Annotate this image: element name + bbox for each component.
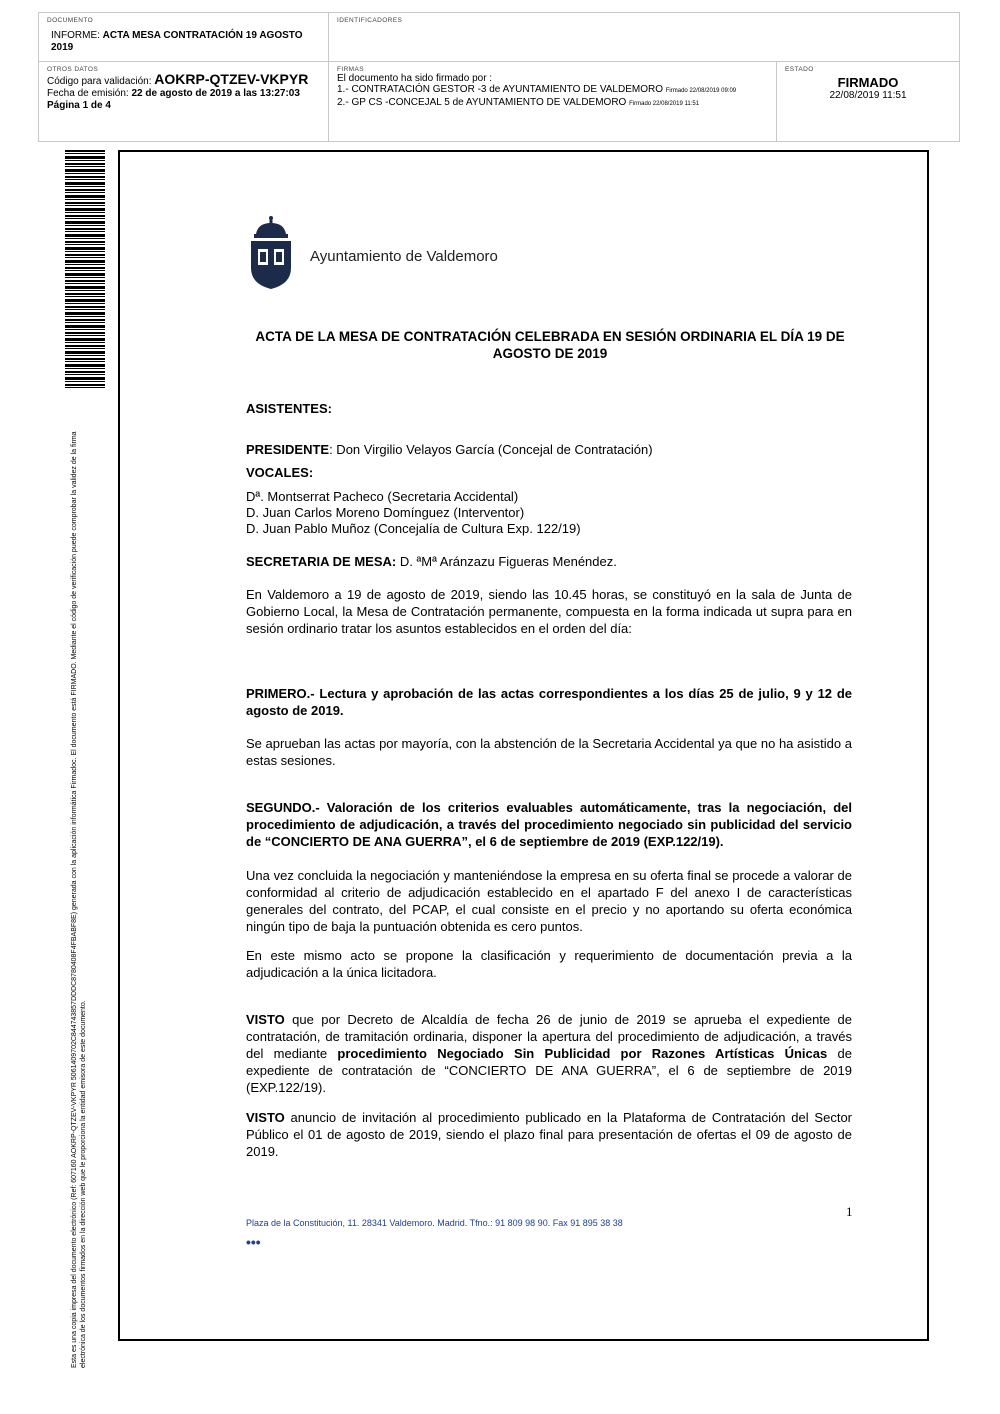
document-page	[118, 150, 929, 1341]
segundo-text-1: Una vez concluida la negociación y manteniéndose la empresa en su oferta final se procede a valorar de conformidad al criterio de adjudicación establecido en el apartado F del anexo I de características generales del contrato, del PCAP, el cual consiste en el precio y no aportando su oferta económica ningún tipo de baja la puntuación obtenida es cero puntos.	[246, 868, 852, 934]
firmas-intro: El documento ha sido firmado por :	[337, 73, 493, 84]
segundo-text-2: En este mismo acto se propone la clasificación y requerimiento de documentación previa a la adjudicación a la única licitadora.	[246, 948, 852, 980]
pagina-count: Página 1 de 4	[47, 100, 111, 111]
secretaria-line: SECRETARIA DE MESA: D. ªMª Aránzazu Figueras Menéndez.	[246, 554, 617, 569]
identificadores-cell	[329, 13, 959, 62]
barcode	[65, 150, 105, 390]
visto-1-paragraph: VISTO que por Decreto de Alcaldía de fecha 26 de junio de 2019 se aprueba el expediente de contratación, de tramitación ordinaria, disponer la apertura del procedimiento de adjudicación, a través del mediante procedimiento Negociado Sin Publicidad por Razones Artísticas Únicas de expediente de contratación de “CONCIERTO DE ANA GUERRA”, el 6 de septiembre de 2019 (EXP.122/19).	[246, 1012, 852, 1095]
estado-date: 22/08/2019 11:51	[829, 90, 907, 101]
otros-datos-cell	[39, 62, 329, 141]
identificadores-label: IDENTIFICADORES	[337, 17, 403, 24]
presidente-line: PRESIDENTE: Don Virgilio Velayos García (Concejal de Contratación)	[246, 442, 653, 457]
documento-label: DOCUMENTO	[47, 17, 94, 24]
estado-label: ESTADO	[785, 66, 814, 73]
fecha-emision: Fecha de emisión: 22 de agosto de 2019 a las 13:27:03	[47, 88, 300, 99]
firmas-label: FIRMAS	[337, 66, 364, 73]
primero-text: Se aprueban las actas por mayoría, con la abstención de la Secretaria Accidental ya que no ha asistido a estas sesiones.	[246, 736, 852, 768]
ayuntamiento-logo-text: Ayuntamiento de Valdemoro	[310, 248, 498, 265]
firmas-cell	[329, 62, 777, 141]
firma-2: 2.- GP CS -CONCEJAL 5 de AYUNTAMIENTO DE VALDEMORO Firmado 22/08/2019 11:51	[337, 97, 700, 108]
footer-dots: •••	[246, 1234, 261, 1250]
estado-value: FIRMADO	[837, 75, 899, 90]
footer-address: Plaza de la Constitución, 11. 28341 Valdemoro. Madrid. Tfno.: 91 809 98 90. Fax 91 895 38 38	[246, 1218, 623, 1228]
visto-2-paragraph: VISTO anuncio de invitación al procedimiento publicado en la Plataforma de Contratación del Sector Público el 01 de agosto de 2019, siendo el plazo final para presentación de ofertas el 09 de agosto de 2019.	[246, 1110, 852, 1159]
page-number: 1	[846, 1204, 853, 1219]
firma-1: 1.- CONTRATACIÓN GESTOR -3 de AYUNTAMIENTO DE VALDEMORO Firmado 22/08/2019 09:09	[337, 84, 737, 95]
asistentes-heading: ASISTENTES:	[246, 401, 332, 416]
segundo-heading: SEGUNDO.- Valoración de los criterios evaluables automáticamente, tras la negociación, del procedimiento de adjudicación, a través del procedimiento negociado sin publicidad del servicio de “CONCIERTO DE ANA GUERRA”, el 6 de septiembre de 2019 (EXP.122/19).	[246, 800, 852, 849]
vocales-heading: VOCALES:	[246, 465, 314, 480]
vocal-1: Dª. Montserrat Pacheco (Secretaria Accidental)	[246, 489, 519, 504]
document-header	[38, 12, 960, 142]
codigo-validacion: Código para validación: AOKRP-QTZEV-VKPYR	[47, 71, 309, 87]
verification-side-text: Esta es una copia impresa del documento electrónico (Ref: 607160 AOKRP-QTZEV-VKPYR 5061409702C844743857DDDC8780408F4FBABF8E) generada con la aplicación informática Firmadoc. El documento está FIRMADO. Mediante el código de verificación puede comprobar la validez de la firma electrónica de los documentos firmados en la dirección web que le proporciona la entidad emisora de este documento.	[71, 431, 87, 1368]
informe-title: INFORME: ACTA MESA CONTRATACIÓN 19 AGOSTO 2019	[51, 30, 303, 53]
vocal-3: D. Juan Pablo Muñoz (Concejalía de Cultura Exp. 122/19)	[246, 521, 581, 536]
primero-heading: PRIMERO.- Lectura y aprobación de las actas correspondientes a los días 25 de julio, 9 y 12 de agosto de 2019.	[246, 686, 852, 718]
otros-datos-label: OTROS DATOS	[47, 66, 99, 73]
valdemoro-coat-of-arms-icon	[248, 214, 294, 290]
documento-cell	[39, 13, 329, 62]
estado-cell	[777, 62, 959, 141]
intro-paragraph: En Valdemoro a 19 de agosto de 2019, siendo las 10.45 horas, se constituyó en la sala de Junta de Gobierno Local, la Mesa de Contratación permanente, compuesta en la forma indicada ut supra para en sesión ordinario tratar los asuntos establecidos en el orden del día:	[246, 587, 852, 636]
acta-title: ACTA DE LA MESA DE CONTRATACIÓN CELEBRADA EN SESIÓN ORDINARIA EL DÍA 19 DE AGOSTO DE 2019	[255, 329, 845, 361]
vocal-2: D. Juan Carlos Moreno Domínguez (Interventor)	[246, 505, 525, 520]
